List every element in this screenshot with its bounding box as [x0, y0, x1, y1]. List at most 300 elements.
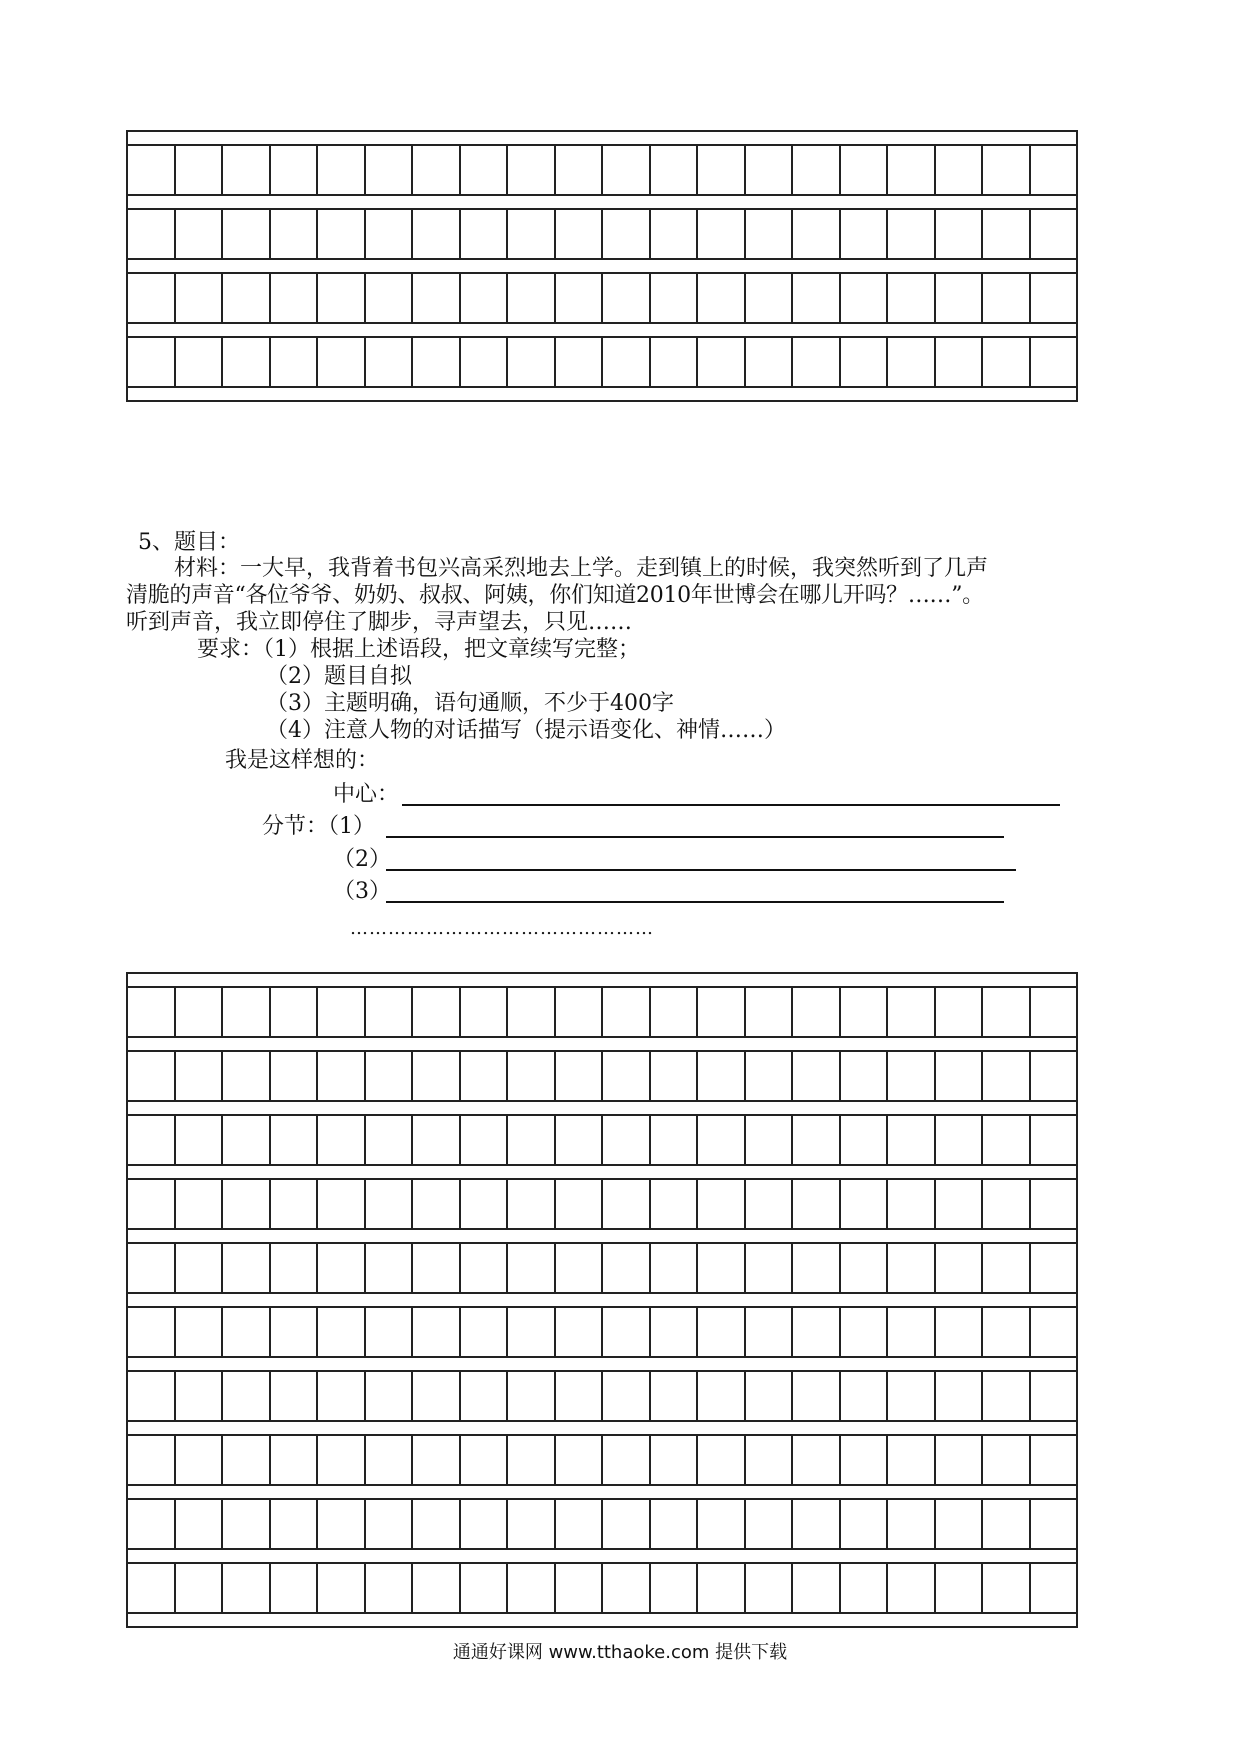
grid-cell[interactable]	[269, 1308, 317, 1356]
grid-cell[interactable]	[128, 1564, 174, 1612]
grid-cell[interactable]	[411, 1244, 459, 1292]
grid-cell[interactable]	[649, 1116, 697, 1164]
grid-cell[interactable]	[886, 1180, 934, 1228]
grid-cell[interactable]	[649, 1052, 697, 1100]
grid-row	[128, 1562, 1076, 1614]
grid-cell[interactable]	[791, 210, 839, 258]
grid-cell[interactable]	[744, 1244, 792, 1292]
grid-cell[interactable]	[981, 988, 1029, 1036]
grid-cell[interactable]	[934, 1564, 982, 1612]
grid-cell[interactable]	[221, 274, 269, 322]
grid-cell[interactable]	[221, 1180, 269, 1228]
grid-cell[interactable]	[316, 1500, 364, 1548]
grid-row	[128, 1306, 1076, 1358]
grid-cell[interactable]	[221, 1436, 269, 1484]
grid-cell[interactable]	[791, 1564, 839, 1612]
grid-cell[interactable]	[128, 988, 174, 1036]
grid-cell[interactable]	[601, 1500, 649, 1548]
grid-cell[interactable]	[459, 1372, 507, 1420]
grid-cell[interactable]	[839, 1180, 887, 1228]
grid-cell[interactable]	[269, 274, 317, 322]
grid-cell[interactable]	[839, 1116, 887, 1164]
grid-cell[interactable]	[649, 1436, 697, 1484]
grid-cell[interactable]	[981, 1308, 1029, 1356]
grid-cell[interactable]	[886, 146, 934, 194]
grid-cell[interactable]	[1029, 1500, 1077, 1548]
grid-cell[interactable]	[839, 1372, 887, 1420]
grid-cell[interactable]	[411, 1116, 459, 1164]
grid-cell[interactable]	[554, 1244, 602, 1292]
grid-cell[interactable]	[886, 1244, 934, 1292]
grid-cell[interactable]	[221, 338, 269, 386]
grid-cell[interactable]	[221, 988, 269, 1036]
grid-cell[interactable]	[411, 1180, 459, 1228]
grid-cell[interactable]	[981, 1436, 1029, 1484]
grid-cell[interactable]	[696, 338, 744, 386]
grid-cell[interactable]	[554, 1308, 602, 1356]
grid-cell[interactable]	[221, 1372, 269, 1420]
grid-cell[interactable]	[364, 1116, 412, 1164]
grid-cell[interactable]	[791, 1244, 839, 1292]
grid-cell[interactable]	[174, 274, 222, 322]
grid-cell[interactable]	[981, 1180, 1029, 1228]
grid-cell[interactable]	[601, 988, 649, 1036]
grid-cell[interactable]	[934, 1372, 982, 1420]
grid-cell[interactable]	[696, 1180, 744, 1228]
grid-cell[interactable]	[364, 988, 412, 1036]
grid-cell[interactable]	[128, 1052, 174, 1100]
grid-cell[interactable]	[696, 988, 744, 1036]
grid-cell[interactable]	[696, 1500, 744, 1548]
grid-cell[interactable]	[459, 1308, 507, 1356]
grid-cell[interactable]	[364, 1564, 412, 1612]
grid-cell[interactable]	[506, 210, 554, 258]
grid-cell[interactable]	[506, 1244, 554, 1292]
grid-cell[interactable]	[696, 1116, 744, 1164]
grid-cell[interactable]	[649, 1244, 697, 1292]
grid-cell[interactable]	[459, 338, 507, 386]
grid-row	[128, 1114, 1076, 1166]
grid-cell[interactable]	[316, 146, 364, 194]
material-line-3: 听到声音，我立即停住了脚步，寻声望去，只见……	[126, 610, 633, 635]
grid-cell[interactable]	[554, 988, 602, 1036]
grid-cell[interactable]	[1029, 1308, 1077, 1356]
grid-cell[interactable]	[554, 1116, 602, 1164]
grid-cell[interactable]	[364, 146, 412, 194]
grid-cell[interactable]	[744, 1372, 792, 1420]
grid-cell[interactable]	[696, 1052, 744, 1100]
grid-cell[interactable]	[174, 988, 222, 1036]
grid-cell[interactable]	[934, 274, 982, 322]
grid-cell[interactable]	[221, 1308, 269, 1356]
grid-cell[interactable]	[506, 338, 554, 386]
grid-cell[interactable]	[886, 274, 934, 322]
grid-cell[interactable]	[411, 988, 459, 1036]
grid-cell[interactable]	[554, 146, 602, 194]
grid-cell[interactable]	[459, 146, 507, 194]
grid-cell[interactable]	[981, 1372, 1029, 1420]
grid-cell[interactable]	[934, 1052, 982, 1100]
grid-cell[interactable]	[649, 1180, 697, 1228]
grid-cell[interactable]	[269, 1564, 317, 1612]
grid-cell[interactable]	[364, 1308, 412, 1356]
grid-cell[interactable]	[791, 1500, 839, 1548]
grid-cell[interactable]	[981, 338, 1029, 386]
grid-cell[interactable]	[554, 1564, 602, 1612]
grid-cell[interactable]	[934, 1116, 982, 1164]
grid-cell[interactable]	[411, 1308, 459, 1356]
grid-spacer	[128, 324, 1076, 336]
grid-cell[interactable]	[316, 210, 364, 258]
grid-spacer	[128, 1294, 1076, 1306]
grid-cell[interactable]	[174, 1372, 222, 1420]
grid-cell[interactable]	[221, 1052, 269, 1100]
grid-cell[interactable]	[791, 1052, 839, 1100]
material-line-1: 材料：一大早，我背着书包兴高采烈地去上学。走到镇上的时候，我突然听到了几声	[174, 556, 989, 581]
grid-cell[interactable]	[981, 1116, 1029, 1164]
grid-cell[interactable]	[1029, 1116, 1077, 1164]
grid-cell[interactable]	[649, 988, 697, 1036]
grid-cell[interactable]	[696, 274, 744, 322]
grid-cell[interactable]	[506, 1564, 554, 1612]
grid-cell[interactable]	[506, 1052, 554, 1100]
grid-cell[interactable]	[174, 1180, 222, 1228]
grid-cell[interactable]	[459, 1436, 507, 1484]
grid-cell[interactable]	[649, 146, 697, 194]
grid-cell[interactable]	[364, 1180, 412, 1228]
grid-cell[interactable]	[744, 1436, 792, 1484]
grid-cell[interactable]	[174, 1052, 222, 1100]
grid-cell[interactable]	[506, 1372, 554, 1420]
grid-cell[interactable]	[316, 274, 364, 322]
grid-cell[interactable]	[981, 1564, 1029, 1612]
grid-cell[interactable]	[506, 1500, 554, 1548]
grid-cell[interactable]	[364, 1372, 412, 1420]
grid-cell[interactable]	[601, 274, 649, 322]
grid-cell[interactable]	[316, 1244, 364, 1292]
grid-cell[interactable]	[364, 1500, 412, 1548]
grid-cell[interactable]	[174, 1500, 222, 1548]
grid-cell[interactable]	[174, 1308, 222, 1356]
grid-cell[interactable]	[839, 210, 887, 258]
grid-cell[interactable]	[839, 274, 887, 322]
grid-cell[interactable]	[128, 338, 174, 386]
grid-cell[interactable]	[411, 1372, 459, 1420]
grid-cell[interactable]	[316, 1116, 364, 1164]
grid-cell[interactable]	[934, 1244, 982, 1292]
grid-cell[interactable]	[601, 1052, 649, 1100]
grid-cell[interactable]	[791, 338, 839, 386]
grid-cell[interactable]	[411, 1436, 459, 1484]
grid-cell[interactable]	[1029, 1372, 1077, 1420]
grid-cell[interactable]	[221, 210, 269, 258]
grid-spacer	[128, 1166, 1076, 1178]
grid-cell[interactable]	[506, 1308, 554, 1356]
grid-spacer	[128, 1614, 1076, 1626]
grid-cell[interactable]	[554, 1180, 602, 1228]
grid-cell[interactable]	[459, 1180, 507, 1228]
grid-cell[interactable]	[839, 1564, 887, 1612]
grid-spacer	[128, 260, 1076, 272]
grid-cell[interactable]	[128, 1436, 174, 1484]
grid-cell[interactable]	[364, 1436, 412, 1484]
grid-cell[interactable]	[649, 274, 697, 322]
grid-cell[interactable]	[128, 1372, 174, 1420]
grid-cell[interactable]	[506, 988, 554, 1036]
grid-cell[interactable]	[364, 1244, 412, 1292]
grid-cell[interactable]	[554, 274, 602, 322]
grid-cell[interactable]	[1029, 338, 1077, 386]
grid-cell[interactable]	[601, 1564, 649, 1612]
section-2-answer-line[interactable]	[386, 869, 1016, 871]
grid-cell[interactable]	[696, 210, 744, 258]
center-answer-line[interactable]	[402, 804, 1060, 806]
grid-cell[interactable]	[839, 988, 887, 1036]
grid-cell[interactable]	[128, 210, 174, 258]
writing-grid-top	[126, 130, 1078, 402]
grid-cell[interactable]	[839, 338, 887, 386]
grid-cell[interactable]	[316, 988, 364, 1036]
grid-cell[interactable]	[934, 1180, 982, 1228]
grid-cell[interactable]	[839, 1500, 887, 1548]
grid-cell[interactable]	[886, 1436, 934, 1484]
grid-cell[interactable]	[981, 1052, 1029, 1100]
grid-cell[interactable]	[459, 210, 507, 258]
grid-cell[interactable]	[649, 1564, 697, 1612]
grid-cell[interactable]	[601, 1116, 649, 1164]
grid-cell[interactable]	[411, 146, 459, 194]
grid-cell[interactable]	[791, 1308, 839, 1356]
grid-cell[interactable]	[744, 1500, 792, 1548]
grid-cell[interactable]	[128, 1500, 174, 1548]
grid-cell[interactable]	[554, 1052, 602, 1100]
grid-cell[interactable]	[269, 1244, 317, 1292]
grid-cell[interactable]	[316, 1052, 364, 1100]
grid-cell[interactable]	[981, 1244, 1029, 1292]
grid-cell[interactable]	[316, 1564, 364, 1612]
grid-cell[interactable]	[886, 1116, 934, 1164]
grid-cell[interactable]	[506, 1116, 554, 1164]
grid-cell[interactable]	[649, 1308, 697, 1356]
grid-cell[interactable]	[601, 1244, 649, 1292]
grid-cell[interactable]	[174, 338, 222, 386]
grid-cell[interactable]	[744, 1052, 792, 1100]
grid-cell[interactable]	[411, 210, 459, 258]
grid-cell[interactable]	[601, 1308, 649, 1356]
grid-cell[interactable]	[744, 1116, 792, 1164]
grid-cell[interactable]	[459, 988, 507, 1036]
grid-cell[interactable]	[459, 274, 507, 322]
grid-cell[interactable]	[981, 1500, 1029, 1548]
grid-cell[interactable]	[601, 1372, 649, 1420]
grid-cell[interactable]	[364, 338, 412, 386]
question-title: 5、题目：	[138, 530, 240, 555]
grid-cell[interactable]	[174, 1564, 222, 1612]
grid-cell[interactable]	[506, 146, 554, 194]
grid-cell[interactable]	[886, 210, 934, 258]
grid-cell[interactable]	[506, 274, 554, 322]
grid-cell[interactable]	[411, 1052, 459, 1100]
grid-cell[interactable]	[411, 274, 459, 322]
grid-cell[interactable]	[316, 1372, 364, 1420]
grid-cell[interactable]	[174, 1116, 222, 1164]
grid-cell[interactable]	[649, 338, 697, 386]
grid-cell[interactable]	[316, 338, 364, 386]
grid-cell[interactable]	[744, 1564, 792, 1612]
grid-cell[interactable]	[269, 1052, 317, 1100]
grid-cell[interactable]	[459, 1116, 507, 1164]
grid-cell[interactable]	[601, 210, 649, 258]
grid-cell[interactable]	[1029, 1180, 1077, 1228]
section-3-answer-line[interactable]	[386, 901, 1004, 903]
grid-cell[interactable]	[221, 146, 269, 194]
grid-cell[interactable]	[601, 1180, 649, 1228]
grid-cell[interactable]	[364, 274, 412, 322]
grid-cell[interactable]	[459, 1052, 507, 1100]
grid-cell[interactable]	[316, 1308, 364, 1356]
grid-cell[interactable]	[981, 274, 1029, 322]
grid-cell[interactable]	[174, 210, 222, 258]
grid-cell[interactable]	[506, 1180, 554, 1228]
grid-cell[interactable]	[601, 146, 649, 194]
grid-cell[interactable]	[934, 1500, 982, 1548]
section-1-answer-line[interactable]	[386, 836, 1004, 838]
grid-cell[interactable]	[649, 210, 697, 258]
grid-cell[interactable]	[316, 1436, 364, 1484]
grid-cell[interactable]	[886, 1564, 934, 1612]
plan-ellipsis: …………………………………………	[350, 918, 654, 939]
grid-cell[interactable]	[696, 1244, 744, 1292]
grid-spacer	[128, 388, 1076, 400]
grid-cell[interactable]	[221, 1564, 269, 1612]
grid-cell[interactable]	[791, 1116, 839, 1164]
grid-cell[interactable]	[744, 1308, 792, 1356]
grid-cell[interactable]	[744, 274, 792, 322]
grid-cell[interactable]	[269, 1116, 317, 1164]
grid-cell[interactable]	[886, 338, 934, 386]
grid-cell[interactable]	[221, 1116, 269, 1164]
grid-cell[interactable]	[1029, 1052, 1077, 1100]
grid-cell[interactable]	[886, 1308, 934, 1356]
grid-cell[interactable]	[221, 1500, 269, 1548]
grid-cell[interactable]	[839, 146, 887, 194]
grid-cell[interactable]	[269, 1372, 317, 1420]
grid-cell[interactable]	[696, 1564, 744, 1612]
grid-cell[interactable]	[128, 146, 174, 194]
grid-cell[interactable]	[696, 1436, 744, 1484]
grid-cell[interactable]	[174, 1436, 222, 1484]
grid-cell[interactable]	[506, 1436, 554, 1484]
grid-cell[interactable]	[839, 1244, 887, 1292]
grid-cell[interactable]	[128, 1308, 174, 1356]
grid-cell[interactable]	[174, 146, 222, 194]
grid-cell[interactable]	[601, 338, 649, 386]
grid-cell[interactable]	[1029, 274, 1077, 322]
grid-cell[interactable]	[886, 988, 934, 1036]
grid-cell[interactable]	[554, 338, 602, 386]
grid-cell[interactable]	[934, 1308, 982, 1356]
grid-cell[interactable]	[981, 146, 1029, 194]
grid-cell[interactable]	[1029, 1436, 1077, 1484]
grid-cell[interactable]	[411, 1500, 459, 1548]
grid-cell[interactable]	[128, 1180, 174, 1228]
grid-cell[interactable]	[128, 1244, 174, 1292]
grid-cell[interactable]	[791, 988, 839, 1036]
grid-cell[interactable]	[1029, 146, 1077, 194]
grid-cell[interactable]	[791, 274, 839, 322]
grid-cell[interactable]	[934, 988, 982, 1036]
grid-cell[interactable]	[411, 1564, 459, 1612]
grid-cell[interactable]	[1029, 1244, 1077, 1292]
requirement-4: （4）注意人物的对话描写（提示语变化、神情……）	[266, 718, 786, 743]
grid-cell[interactable]	[934, 338, 982, 386]
grid-cell[interactable]	[459, 1244, 507, 1292]
grid-cell[interactable]	[364, 1052, 412, 1100]
grid-cell[interactable]	[649, 1372, 697, 1420]
grid-cell[interactable]	[744, 988, 792, 1036]
grid-cell[interactable]	[934, 210, 982, 258]
grid-cell[interactable]	[364, 210, 412, 258]
grid-cell[interactable]	[839, 1436, 887, 1484]
grid-cell[interactable]	[269, 146, 317, 194]
grid-cell[interactable]	[554, 210, 602, 258]
grid-cell[interactable]	[269, 1436, 317, 1484]
grid-cell[interactable]	[174, 1244, 222, 1292]
grid-cell[interactable]	[128, 274, 174, 322]
grid-cell[interactable]	[601, 1436, 649, 1484]
grid-cell[interactable]	[269, 338, 317, 386]
grid-cell[interactable]	[744, 146, 792, 194]
grid-cell[interactable]	[696, 1308, 744, 1356]
grid-spacer	[128, 1486, 1076, 1498]
grid-cell[interactable]	[791, 1372, 839, 1420]
grid-cell[interactable]	[791, 146, 839, 194]
grid-cell[interactable]	[269, 210, 317, 258]
grid-cell[interactable]	[791, 1180, 839, 1228]
grid-cell[interactable]	[886, 1052, 934, 1100]
grid-cell[interactable]	[696, 1372, 744, 1420]
grid-cell[interactable]	[128, 1116, 174, 1164]
grid-cell[interactable]	[934, 1436, 982, 1484]
grid-cell[interactable]	[459, 1500, 507, 1548]
grid-cell[interactable]	[554, 1436, 602, 1484]
grid-cell[interactable]	[1029, 210, 1077, 258]
grid-cell[interactable]	[839, 1308, 887, 1356]
grid-cell[interactable]	[839, 1052, 887, 1100]
grid-cell[interactable]	[316, 1180, 364, 1228]
grid-cell[interactable]	[459, 1564, 507, 1612]
grid-cell[interactable]	[886, 1500, 934, 1548]
grid-cell[interactable]	[886, 1372, 934, 1420]
grid-cell[interactable]	[744, 338, 792, 386]
grid-cell[interactable]	[411, 338, 459, 386]
grid-cell[interactable]	[744, 210, 792, 258]
grid-cell[interactable]	[696, 146, 744, 194]
grid-cell[interactable]	[934, 146, 982, 194]
grid-cell[interactable]	[221, 1244, 269, 1292]
grid-cell[interactable]	[269, 1500, 317, 1548]
grid-cell[interactable]	[1029, 1564, 1077, 1612]
grid-cell[interactable]	[981, 210, 1029, 258]
grid-cell[interactable]	[554, 1372, 602, 1420]
grid-cell[interactable]	[744, 1180, 792, 1228]
grid-cell[interactable]	[269, 988, 317, 1036]
grid-cell[interactable]	[649, 1500, 697, 1548]
grid-cell[interactable]	[791, 1436, 839, 1484]
grid-cell[interactable]	[269, 1180, 317, 1228]
grid-cell[interactable]	[1029, 988, 1077, 1036]
grid-cell[interactable]	[554, 1500, 602, 1548]
